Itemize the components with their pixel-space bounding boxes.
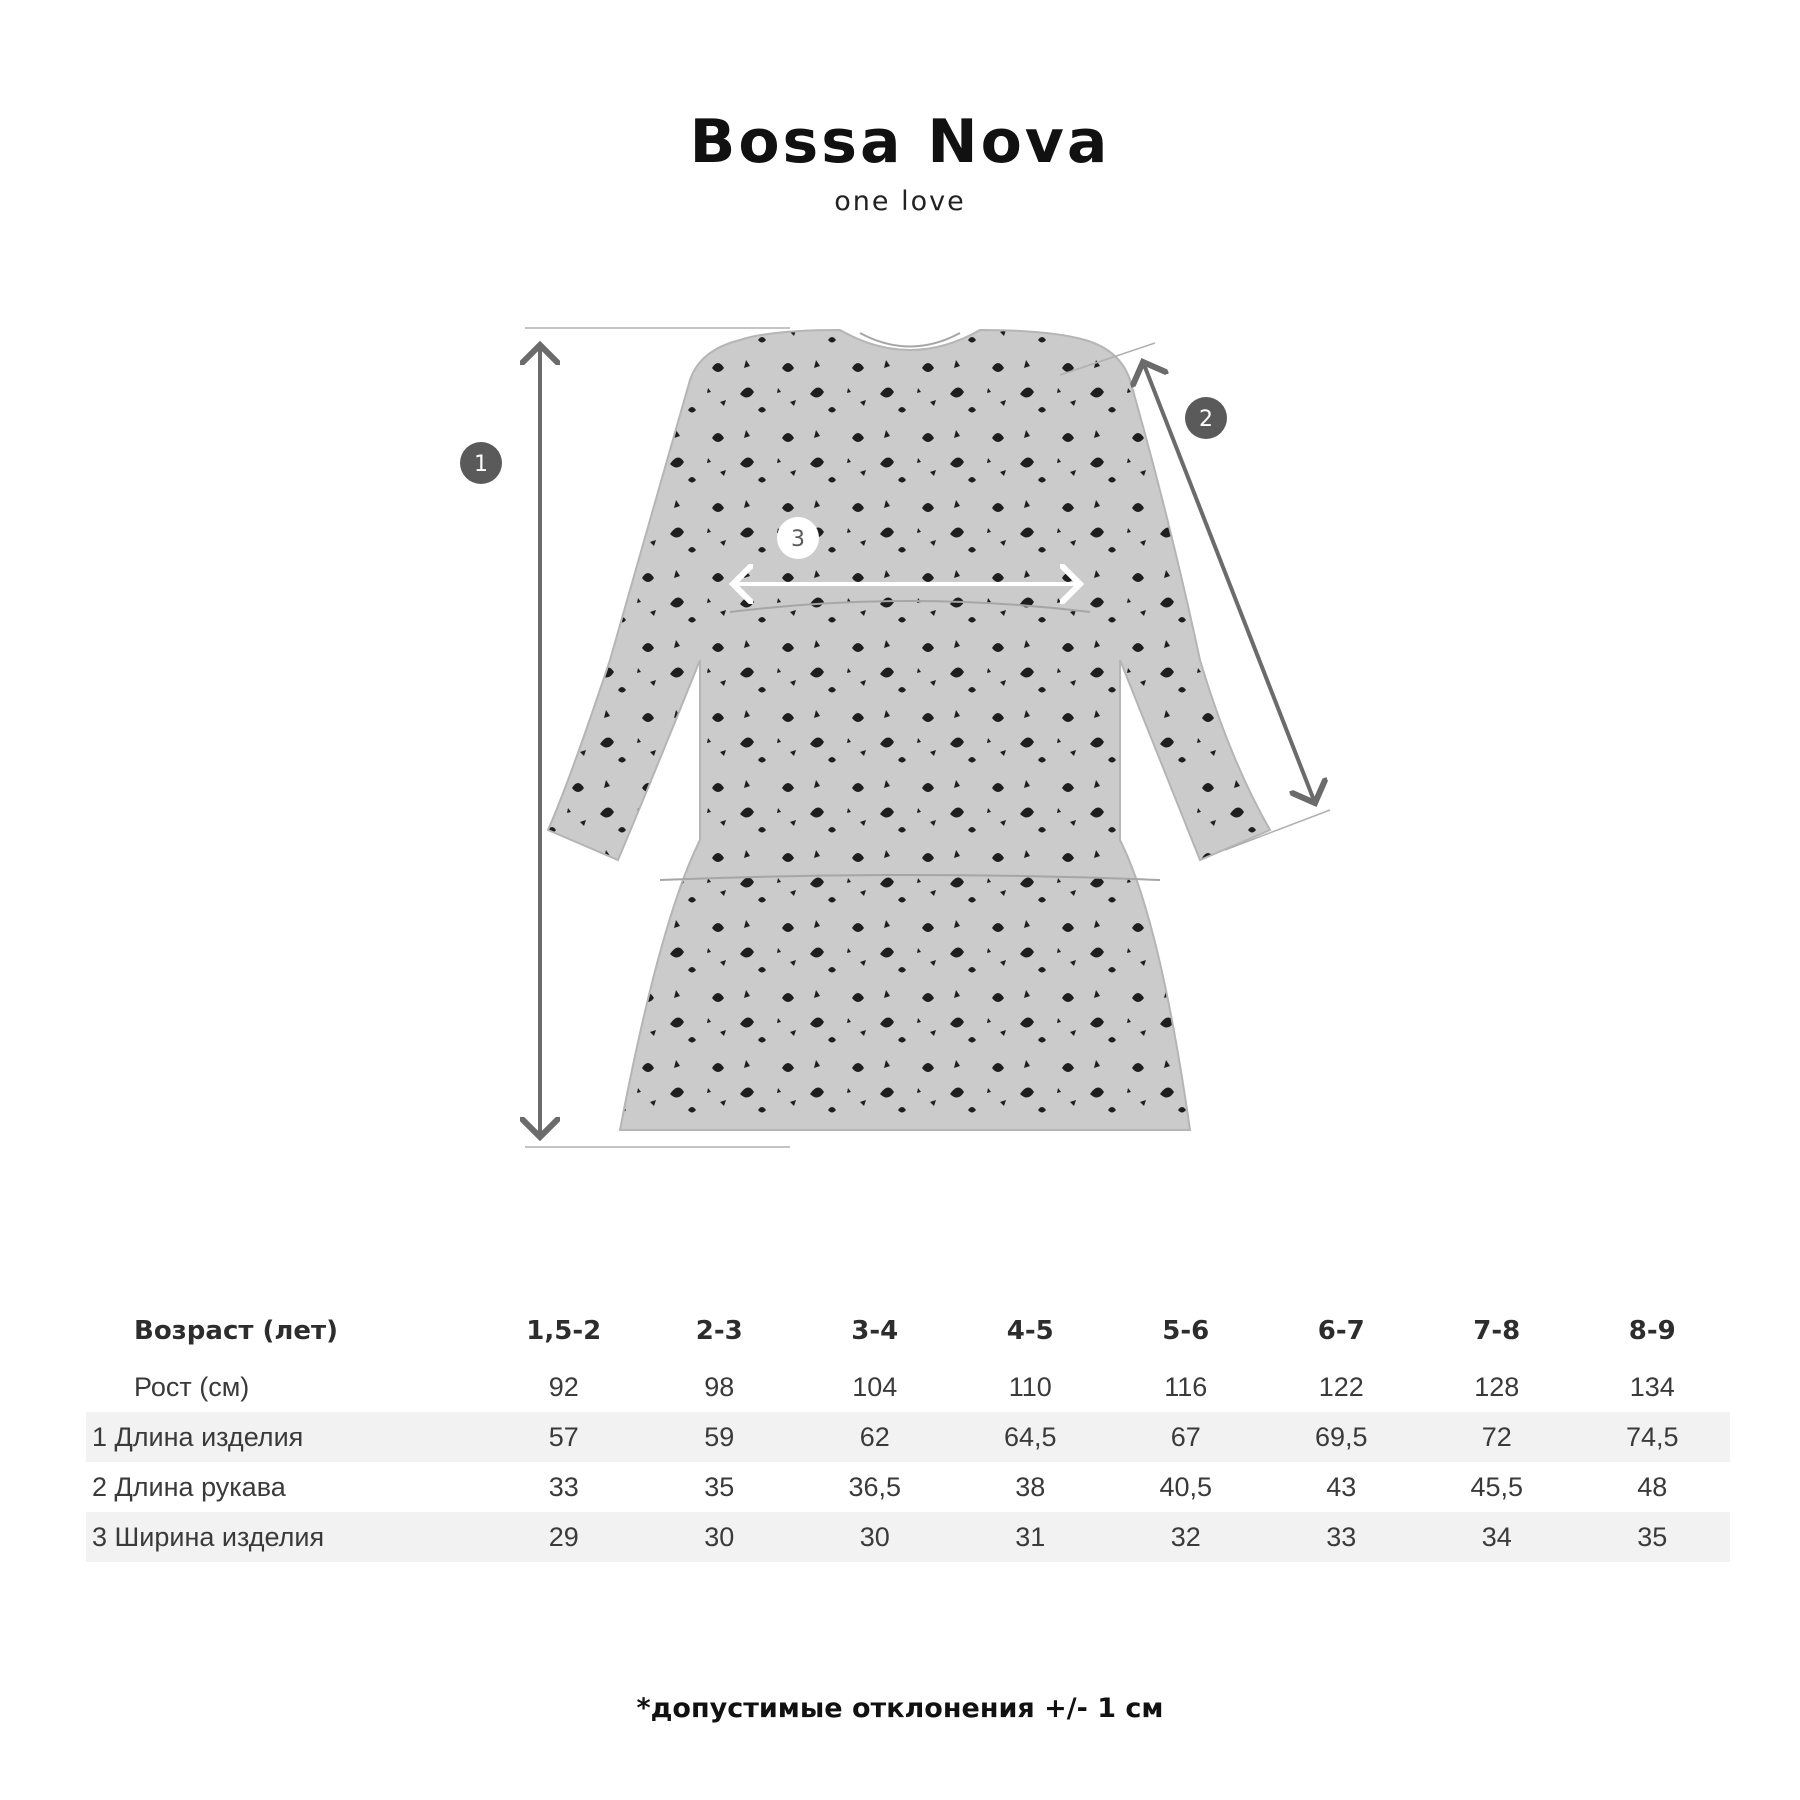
header-label: Возраст (лет) — [134, 1316, 338, 1346]
table-cell: 69,5 — [1264, 1412, 1420, 1462]
tolerance-note: *допустимые отклонения +/- 1 см — [636, 1693, 1164, 1724]
table-cell: 57 — [486, 1412, 642, 1462]
badge-1 — [460, 442, 502, 484]
dress-illustration — [548, 330, 1270, 1130]
age-col: 3-4 — [851, 1316, 899, 1346]
table-cell: 29 — [486, 1512, 642, 1562]
row-label: 1 Длина изделия — [86, 1412, 486, 1462]
age-col: 6-7 — [1317, 1316, 1365, 1346]
age-col: 5-6 — [1162, 1316, 1210, 1346]
table-cell: 104 — [852, 1371, 898, 1402]
table-cell: 45,5 — [1470, 1471, 1524, 1502]
table-cell: 110 — [1008, 1371, 1052, 1402]
table-cell: 40,5 — [1159, 1471, 1213, 1502]
table-header-row — [86, 1300, 1730, 1362]
table-cell: 98 — [704, 1371, 735, 1402]
table-cell: 35 — [1575, 1512, 1731, 1562]
table-cell: 30 — [797, 1512, 953, 1562]
badge-3 — [777, 517, 819, 559]
age-col: 7-8 — [1473, 1316, 1521, 1346]
table-cell: 31 — [953, 1512, 1109, 1562]
table-cell: 36,5 — [848, 1471, 902, 1502]
table-cell: 48 — [1637, 1471, 1668, 1502]
svg-text:2: 2 — [1199, 407, 1213, 432]
table-cell: 43 — [1326, 1471, 1357, 1502]
size-table — [86, 1300, 1730, 1562]
brand-subtitle: one love — [834, 186, 966, 217]
table-cell: 30 — [642, 1512, 798, 1562]
table-row — [86, 1462, 1730, 1512]
table-cell: 62 — [797, 1412, 953, 1462]
table-row — [86, 1512, 1730, 1562]
row-label: Рост (см) — [134, 1371, 250, 1402]
svg-text:1: 1 — [474, 452, 488, 477]
table-cell: 34 — [1419, 1512, 1575, 1562]
table-cell: 67 — [1108, 1412, 1264, 1462]
table-row — [86, 1412, 1730, 1462]
table-cell: 35 — [704, 1471, 735, 1502]
badge-2 — [1185, 397, 1227, 439]
age-col: 4-5 — [1006, 1316, 1054, 1346]
table-cell: 74,5 — [1575, 1412, 1731, 1462]
table-cell: 92 — [548, 1371, 579, 1402]
row-label: 2 Длина рукава — [92, 1471, 286, 1502]
age-col: 8-9 — [1628, 1316, 1676, 1346]
table-cell: 32 — [1108, 1512, 1264, 1562]
svg-text:3: 3 — [791, 527, 805, 552]
table-cell: 38 — [1015, 1471, 1046, 1502]
table-cell: 59 — [642, 1412, 798, 1462]
table-cell: 128 — [1474, 1371, 1520, 1402]
row-label: 3 Ширина изделия — [86, 1512, 486, 1562]
table-cell: 72 — [1419, 1412, 1575, 1462]
table-cell: 134 — [1629, 1371, 1675, 1402]
table-cell: 64,5 — [953, 1412, 1109, 1462]
table-row — [86, 1362, 1730, 1412]
brand-title: Bossa Nova — [689, 107, 1111, 177]
table-cell: 33 — [548, 1471, 579, 1502]
age-col: 2-3 — [695, 1316, 743, 1346]
table-cell: 116 — [1164, 1371, 1208, 1402]
table-cell: 122 — [1318, 1371, 1364, 1402]
age-col: 1,5-2 — [526, 1316, 602, 1346]
table-cell: 33 — [1264, 1512, 1420, 1562]
